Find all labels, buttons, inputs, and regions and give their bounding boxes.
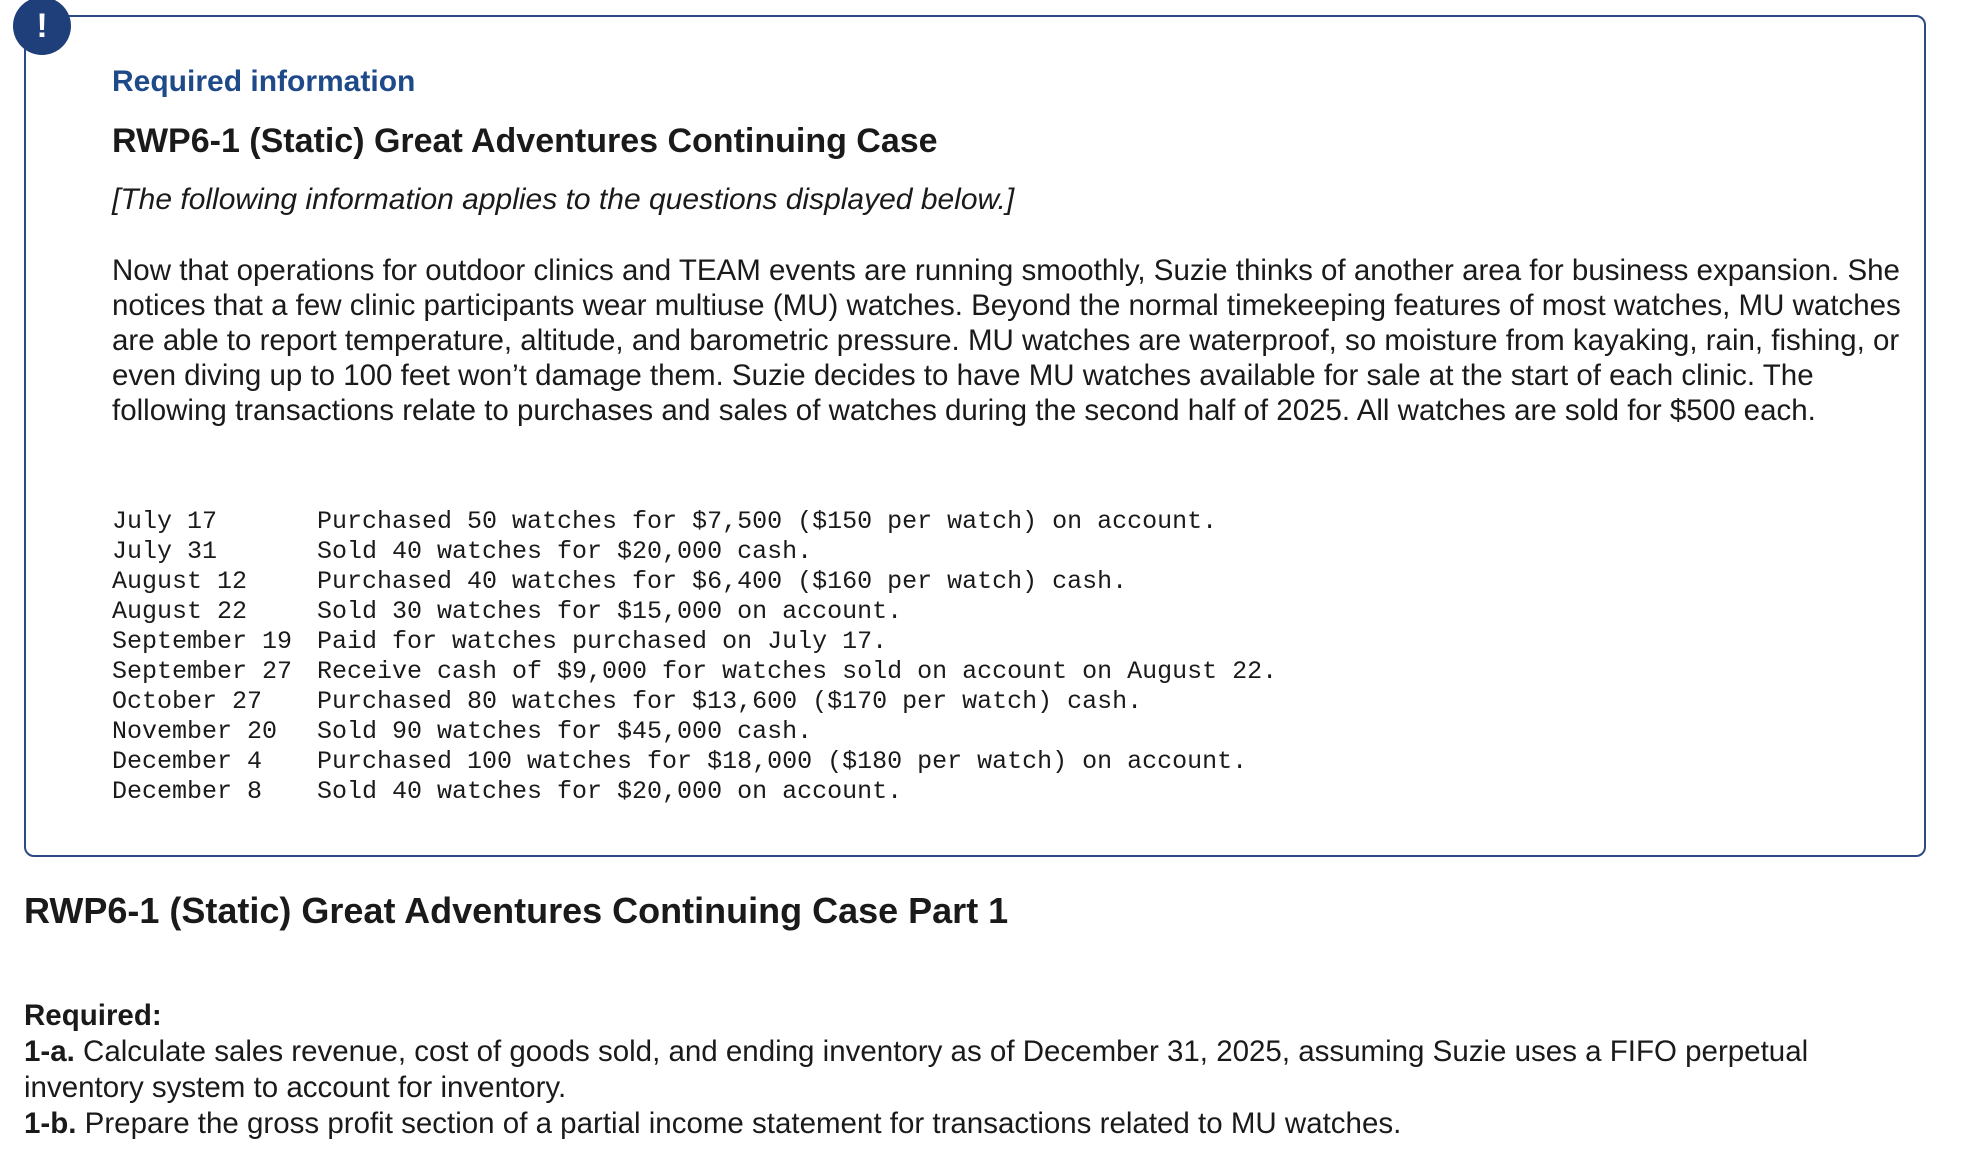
required-item-id: 1-a.	[24, 1035, 75, 1068]
part-title: RWP6-1 (Static) Great Adventures Continuing Case Part 1	[24, 890, 1009, 931]
transaction-row	[112, 537, 1277, 567]
transaction-date: September 19	[112, 627, 293, 656]
transaction-row	[112, 567, 1277, 597]
transaction-row	[112, 717, 1277, 747]
transaction-row	[112, 777, 1277, 807]
transaction-date: December 8	[112, 777, 263, 806]
case-narrative: Now that operations for outdoor clinics and TEAM events are running smoothly, Suzie thinks of another area for business expansion. She notices that a few clinic participants wear multiuse (MU) watches. Beyond the normal timekeeping features of most watches, MU watches are able to report temperature, altitude, and barometric pressure. MU watches are waterproof, so moisture from kayaking, rain, fishing, or even diving up to 100 feet won’t damage them. Suzie decides to have MU watches available for sale at the start of each clinic. The following transactions relate to purchases and sales of watches during the second half of 2025. All watches are sold for $500 each.	[112, 254, 1901, 427]
transaction-description: Sold 30 watches for $15,000 on account.	[317, 597, 903, 626]
transaction-row	[112, 747, 1277, 777]
transaction-date: August 22	[112, 597, 248, 626]
transaction-description: Purchased 50 watches for $7,500 ($150 per watch) on account.	[317, 507, 1218, 536]
transaction-date: August 12	[112, 567, 248, 596]
transaction-date: July 17	[112, 507, 218, 536]
required-item-text: Prepare the gross profit section of a partial income statement for transactions related to MU watches.	[84, 1107, 1402, 1140]
required-information-heading: Required information	[112, 65, 416, 98]
required-item	[24, 1034, 1924, 1106]
required-section	[24, 998, 1924, 1142]
required-label: Required:	[24, 999, 162, 1032]
applies-note: [The following information applies to the questions displayed below.]	[112, 183, 1015, 216]
transaction-description: Purchased 40 watches for $6,400 ($160 per watch) cash.	[317, 567, 1128, 596]
transaction-date: July 31	[112, 537, 218, 566]
required-information-panel	[24, 15, 1926, 857]
transaction-description: Receive cash of $9,000 for watches sold on account on August 22.	[317, 657, 1278, 686]
exclamation-icon: !	[13, 0, 71, 55]
transaction-row	[112, 627, 1277, 657]
transaction-description: Sold 40 watches for $20,000 on account.	[317, 777, 903, 806]
transaction-row	[112, 657, 1277, 687]
required-items	[24, 1034, 1924, 1142]
transaction-description: Paid for watches purchased on July 17.	[317, 627, 888, 656]
case-title: RWP6-1 (Static) Great Adventures Continuing Case	[112, 122, 938, 160]
transactions-table	[112, 507, 1277, 807]
transaction-date: September 27	[112, 657, 293, 686]
transaction-row	[112, 687, 1277, 717]
transaction-row	[112, 507, 1277, 537]
transaction-description: Purchased 80 watches for $13,600 ($170 per watch) cash.	[317, 687, 1143, 716]
required-item-id: 1-b.	[24, 1107, 77, 1140]
transaction-date: December 4	[112, 747, 263, 776]
required-item-text: Calculate sales revenue, cost of goods sold, and ending inventory as of December 31, 2025, assuming Suzie uses a FIFO perpetual inventory system to account for inventory.	[24, 1035, 1809, 1104]
required-item	[24, 1106, 1924, 1142]
transaction-description: Sold 40 watches for $20,000 cash.	[317, 537, 813, 566]
transaction-date: October 27	[112, 687, 263, 716]
transaction-description: Sold 90 watches for $45,000 cash.	[317, 717, 813, 746]
transaction-date: November 20	[112, 717, 278, 746]
transaction-description: Purchased 100 watches for $18,000 ($180 per watch) on account.	[317, 747, 1248, 776]
transaction-row	[112, 597, 1277, 627]
